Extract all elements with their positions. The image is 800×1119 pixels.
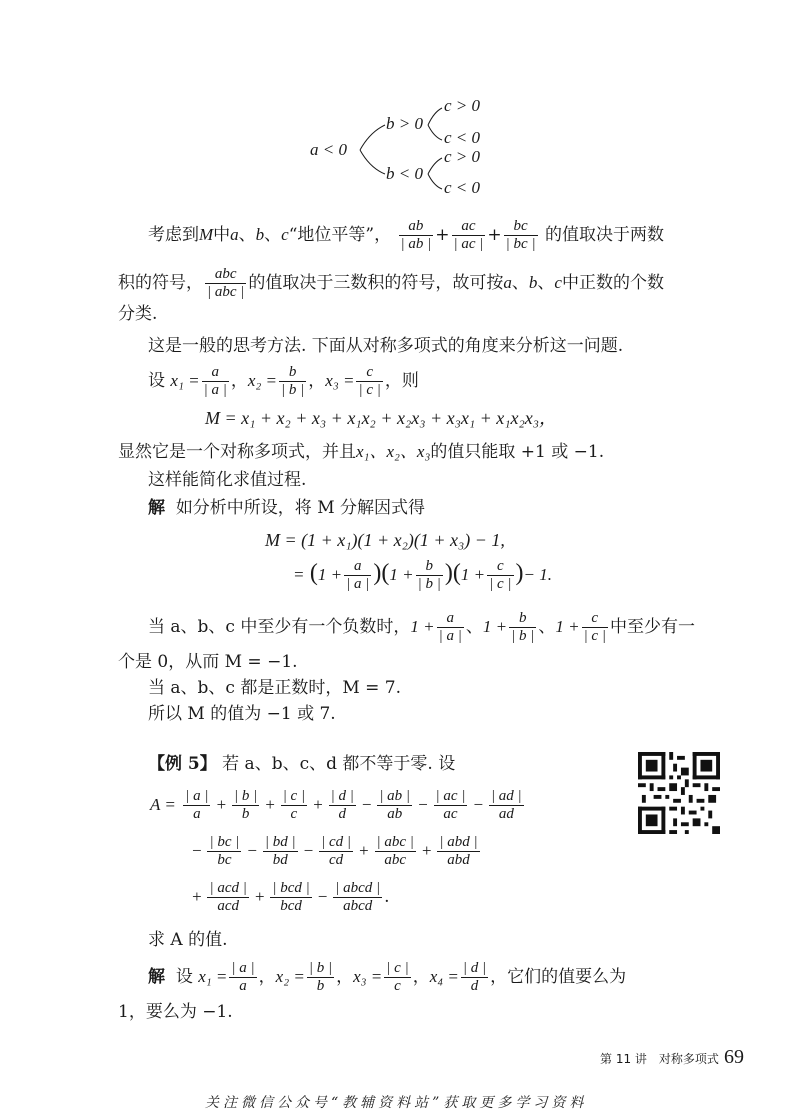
denominator: c <box>290 806 298 822</box>
plus: + <box>487 225 502 245</box>
operator: + <box>264 795 276 814</box>
equals: = <box>293 565 305 584</box>
var-x4: x₄ = <box>429 967 459 986</box>
numerator: b <box>279 364 306 382</box>
operator: + <box>215 795 227 814</box>
lhs: A = <box>150 795 176 814</box>
fraction <box>279 364 306 399</box>
denominator: | ab | <box>400 236 432 252</box>
denominator: ab <box>387 806 403 822</box>
fraction <box>307 960 334 995</box>
paragraph-10: 当 a、b、c 都是正数时，M = 7. <box>148 678 402 698</box>
numerator: | bc | <box>209 834 240 850</box>
paragraph-9: 个是 0，从而 M = −1. <box>118 652 298 672</box>
denominator: | abc | <box>207 284 245 300</box>
denominator: ad <box>498 806 514 822</box>
fraction <box>434 788 468 823</box>
paragraph-1 <box>148 218 664 253</box>
paren-close: ) <box>373 560 382 586</box>
text: 中正数的个数 <box>561 273 664 293</box>
operator: − <box>472 795 484 814</box>
numerator: | acd | <box>209 880 247 896</box>
var-x2: x₂ = <box>247 371 278 390</box>
var-a: a <box>503 273 512 292</box>
denominator: | c | <box>489 576 512 592</box>
numerator: | d | <box>330 788 354 804</box>
paragraph-6 <box>118 440 604 464</box>
operator: − <box>360 795 373 814</box>
numerator: | abd | <box>439 834 478 850</box>
denominator: acd <box>217 898 240 914</box>
var-x3: x₃ = <box>325 371 355 390</box>
operator: + <box>191 887 203 906</box>
numerator: bc <box>504 218 538 236</box>
text: 的值取决于三数积的符号，故可按 <box>248 273 504 293</box>
tree-leaf: c < 0 <box>444 178 481 197</box>
var-x3: x₃ = <box>353 967 383 986</box>
numerator: b <box>509 610 536 628</box>
sep: 、 <box>537 273 555 293</box>
operator: − <box>302 841 315 860</box>
numerator: | ab | <box>379 788 411 804</box>
denominator: cd <box>328 852 344 868</box>
solution-1 <box>148 496 425 520</box>
solution-label: 解 <box>148 967 165 987</box>
period: . <box>384 887 390 907</box>
tree-leaf: c < 0 <box>444 128 481 147</box>
denominator: a <box>239 978 247 994</box>
sep: ， <box>412 967 430 987</box>
denominator: | bc | <box>505 236 536 252</box>
sep: ， <box>308 371 326 391</box>
fraction <box>437 610 464 645</box>
numerator: | cd | <box>321 834 352 850</box>
equation-A-line-3 <box>188 880 390 915</box>
paren-open: ( <box>309 560 318 586</box>
text: ，则 <box>384 371 419 391</box>
one-plus: 1 + <box>389 565 414 584</box>
var-c: c <box>281 225 289 244</box>
denominator: bd <box>272 852 288 868</box>
denominator: b <box>241 806 250 822</box>
sep: 、 <box>511 273 529 293</box>
one-plus: 1 + <box>317 565 343 584</box>
numerator: | c | <box>282 788 306 804</box>
one-plus: 1 + <box>460 565 486 584</box>
vars: x₁、x₂、x₃ <box>356 442 431 461</box>
var-a: a <box>230 225 239 244</box>
numerator: ab <box>399 218 434 236</box>
paragraph-8 <box>148 610 695 645</box>
fraction <box>207 834 241 869</box>
denominator: | b | <box>417 576 441 592</box>
fraction <box>377 788 412 823</box>
numerator: | b | <box>308 960 333 976</box>
sep: ， <box>258 967 276 987</box>
one-plus: 1 + <box>555 617 580 636</box>
text: 显然它是一个对称多项式，并且 <box>118 442 356 462</box>
fraction <box>375 834 416 869</box>
text: 中 <box>213 225 231 245</box>
promo-slogan: 关注微信公众号“教辅资料站”获取更多学习资料 <box>205 1095 588 1111</box>
equation-A-line-2 <box>188 834 482 869</box>
var-x1: x₁ = <box>198 967 228 986</box>
fraction <box>384 960 410 995</box>
fraction <box>399 218 434 253</box>
example-5-heading <box>148 752 455 776</box>
numerator: a <box>437 610 464 628</box>
page-number: 69 <box>724 1046 744 1068</box>
fraction <box>229 960 256 995</box>
one-plus: 1 + <box>482 617 508 636</box>
paren-open: ( <box>381 560 390 586</box>
numerator: | c | <box>386 960 409 976</box>
denominator: abd <box>447 852 470 868</box>
tree-leaf: c > 0 <box>444 96 481 115</box>
numerator: | bcd | <box>272 880 310 896</box>
text: 积的符号， <box>118 273 203 293</box>
footer <box>600 1046 744 1069</box>
equation-2: M = (1 + x₁)(1 + x₂)(1 + x₃) − 1, <box>265 530 505 550</box>
denominator: | b | <box>281 382 305 398</box>
denominator: d <box>338 806 346 822</box>
fraction <box>437 834 479 869</box>
var-b: b <box>528 273 538 292</box>
var-x1: x₁ = <box>170 371 200 390</box>
denominator: d <box>470 978 479 994</box>
sep: 、 <box>465 617 483 637</box>
one-plus: 1 + <box>410 617 435 636</box>
numerator: | a | <box>185 788 209 804</box>
equation-A-line-1 <box>150 788 526 823</box>
fraction <box>263 834 298 869</box>
paragraph-4: 这是一般的思考方法. 下面从对称多项式的角度来分析这一问题. <box>148 336 624 356</box>
paragraph-11: 所以 M 的值为 −1 或 7. <box>148 704 336 724</box>
fraction <box>504 218 538 253</box>
denominator: bcd <box>280 898 302 914</box>
denominator: | a | <box>438 628 462 644</box>
fraction <box>487 558 513 593</box>
operator: + <box>253 887 266 906</box>
sep: ， <box>230 371 248 391</box>
operator: + <box>312 795 324 814</box>
sep: 、 <box>238 225 256 245</box>
paragraph-7: 这样能简化求值过程. <box>148 470 307 490</box>
denominator: | a | <box>346 576 370 592</box>
operator: − <box>246 841 258 860</box>
text: 考虑到 <box>148 225 199 245</box>
numerator: | ac | <box>435 788 466 804</box>
solution-2 <box>148 960 626 995</box>
numerator: b <box>416 558 443 576</box>
paragraph-13: 1，要么为 −1. <box>118 1002 233 1022</box>
operator: − <box>316 887 329 906</box>
fraction <box>202 364 229 399</box>
example-label: 【例 5】 <box>148 754 217 774</box>
numerator: abc <box>205 266 246 284</box>
denominator: bc <box>217 852 232 868</box>
paren-close: ) <box>515 560 524 586</box>
tree-branch-top: b > 0 <box>386 114 423 133</box>
qr-code[interactable] <box>638 752 720 834</box>
text: 中至少有一 <box>609 617 695 637</box>
fraction <box>207 880 248 915</box>
denominator: b <box>316 978 325 994</box>
numerator: | d | <box>462 960 487 976</box>
tree-branch-bottom: b < 0 <box>386 164 423 183</box>
numerator: ac <box>452 218 486 236</box>
denominator: | b | <box>511 628 535 644</box>
denominator: ac <box>443 806 458 822</box>
var-x2: x₂ = <box>275 967 305 986</box>
var-c: c <box>554 273 562 292</box>
fraction <box>232 788 259 823</box>
text: 当 a、b、c 中至少有一个负数时， <box>148 617 411 637</box>
sep: 、 <box>264 225 282 245</box>
text: 设 <box>175 967 193 987</box>
numerator: c <box>487 558 513 576</box>
tail: − 1. <box>523 565 552 584</box>
text: 的值取决于两数 <box>544 225 664 245</box>
fraction <box>270 880 311 915</box>
numerator: | abc | <box>376 834 414 850</box>
tree-root: a < 0 <box>310 140 347 159</box>
numerator: a <box>202 364 229 382</box>
fraction <box>333 880 382 915</box>
fraction <box>205 266 246 301</box>
numerator: c <box>582 610 608 628</box>
denominator: a <box>193 806 201 822</box>
equation-1: M = x₁ + x₂ + x₃ + x₁x₂ + x₂x₃ + x₃x₁ + x₁x₂x₃， <box>205 408 557 428</box>
numerator: | ad | <box>490 788 522 804</box>
denominator: | c | <box>583 628 606 644</box>
text: ，它们的值要么为 <box>490 967 627 987</box>
numerator: | abcd | <box>335 880 381 896</box>
chapter-title: 第 11 讲 对称多项式 <box>600 1052 719 1066</box>
equation-3 <box>293 558 552 593</box>
operator: + <box>358 841 370 860</box>
paren-open: ( <box>452 560 461 586</box>
text: “地位平等”， <box>288 225 392 245</box>
sep: ， <box>336 967 354 987</box>
paragraph-2 <box>118 266 664 301</box>
var-b: b <box>255 225 265 244</box>
operator: + <box>420 841 433 860</box>
fraction <box>509 610 536 645</box>
fraction <box>183 788 210 823</box>
paragraph-5 <box>148 364 419 399</box>
text: 如分析中所设，将 M 分解因式得 <box>175 498 426 518</box>
operator: − <box>417 795 429 814</box>
fraction <box>461 960 488 995</box>
fraction <box>329 788 356 823</box>
text: 若 a、b、c、d 都不等于零. 设 <box>222 754 456 774</box>
operator: − <box>191 841 203 860</box>
fraction <box>344 558 371 593</box>
numerator: c <box>356 364 382 382</box>
fraction <box>356 364 382 399</box>
denominator: | a | <box>203 382 227 398</box>
numerator: | a | <box>231 960 255 976</box>
fraction <box>319 834 353 869</box>
solution-label: 解 <box>148 498 165 518</box>
numerator: a <box>344 558 371 576</box>
paragraph-12: 求 A 的值. <box>148 930 228 950</box>
tree-leaf: c > 0 <box>444 147 481 166</box>
denominator: | c | <box>358 382 381 398</box>
plus: + <box>435 225 450 245</box>
fraction <box>489 788 524 823</box>
denominator: c <box>394 978 401 994</box>
denominator: | ac | <box>453 236 484 252</box>
text: 设 <box>148 371 165 391</box>
qr-code-image <box>638 752 720 834</box>
denominator: abc <box>384 852 407 868</box>
numerator: | b | <box>233 788 258 804</box>
fraction <box>416 558 443 593</box>
paragraph-3: 分类. <box>118 304 158 324</box>
text: 的值只能取 +1 或 −1. <box>430 442 605 462</box>
sep: 、 <box>538 617 556 637</box>
fraction <box>582 610 608 645</box>
paren-close: ) <box>444 560 453 586</box>
fraction <box>452 218 486 253</box>
fraction <box>281 788 307 823</box>
denominator: abcd <box>343 898 373 914</box>
sign-tree <box>300 92 510 202</box>
var-M: M <box>199 225 214 244</box>
numerator: | bd | <box>264 834 296 850</box>
